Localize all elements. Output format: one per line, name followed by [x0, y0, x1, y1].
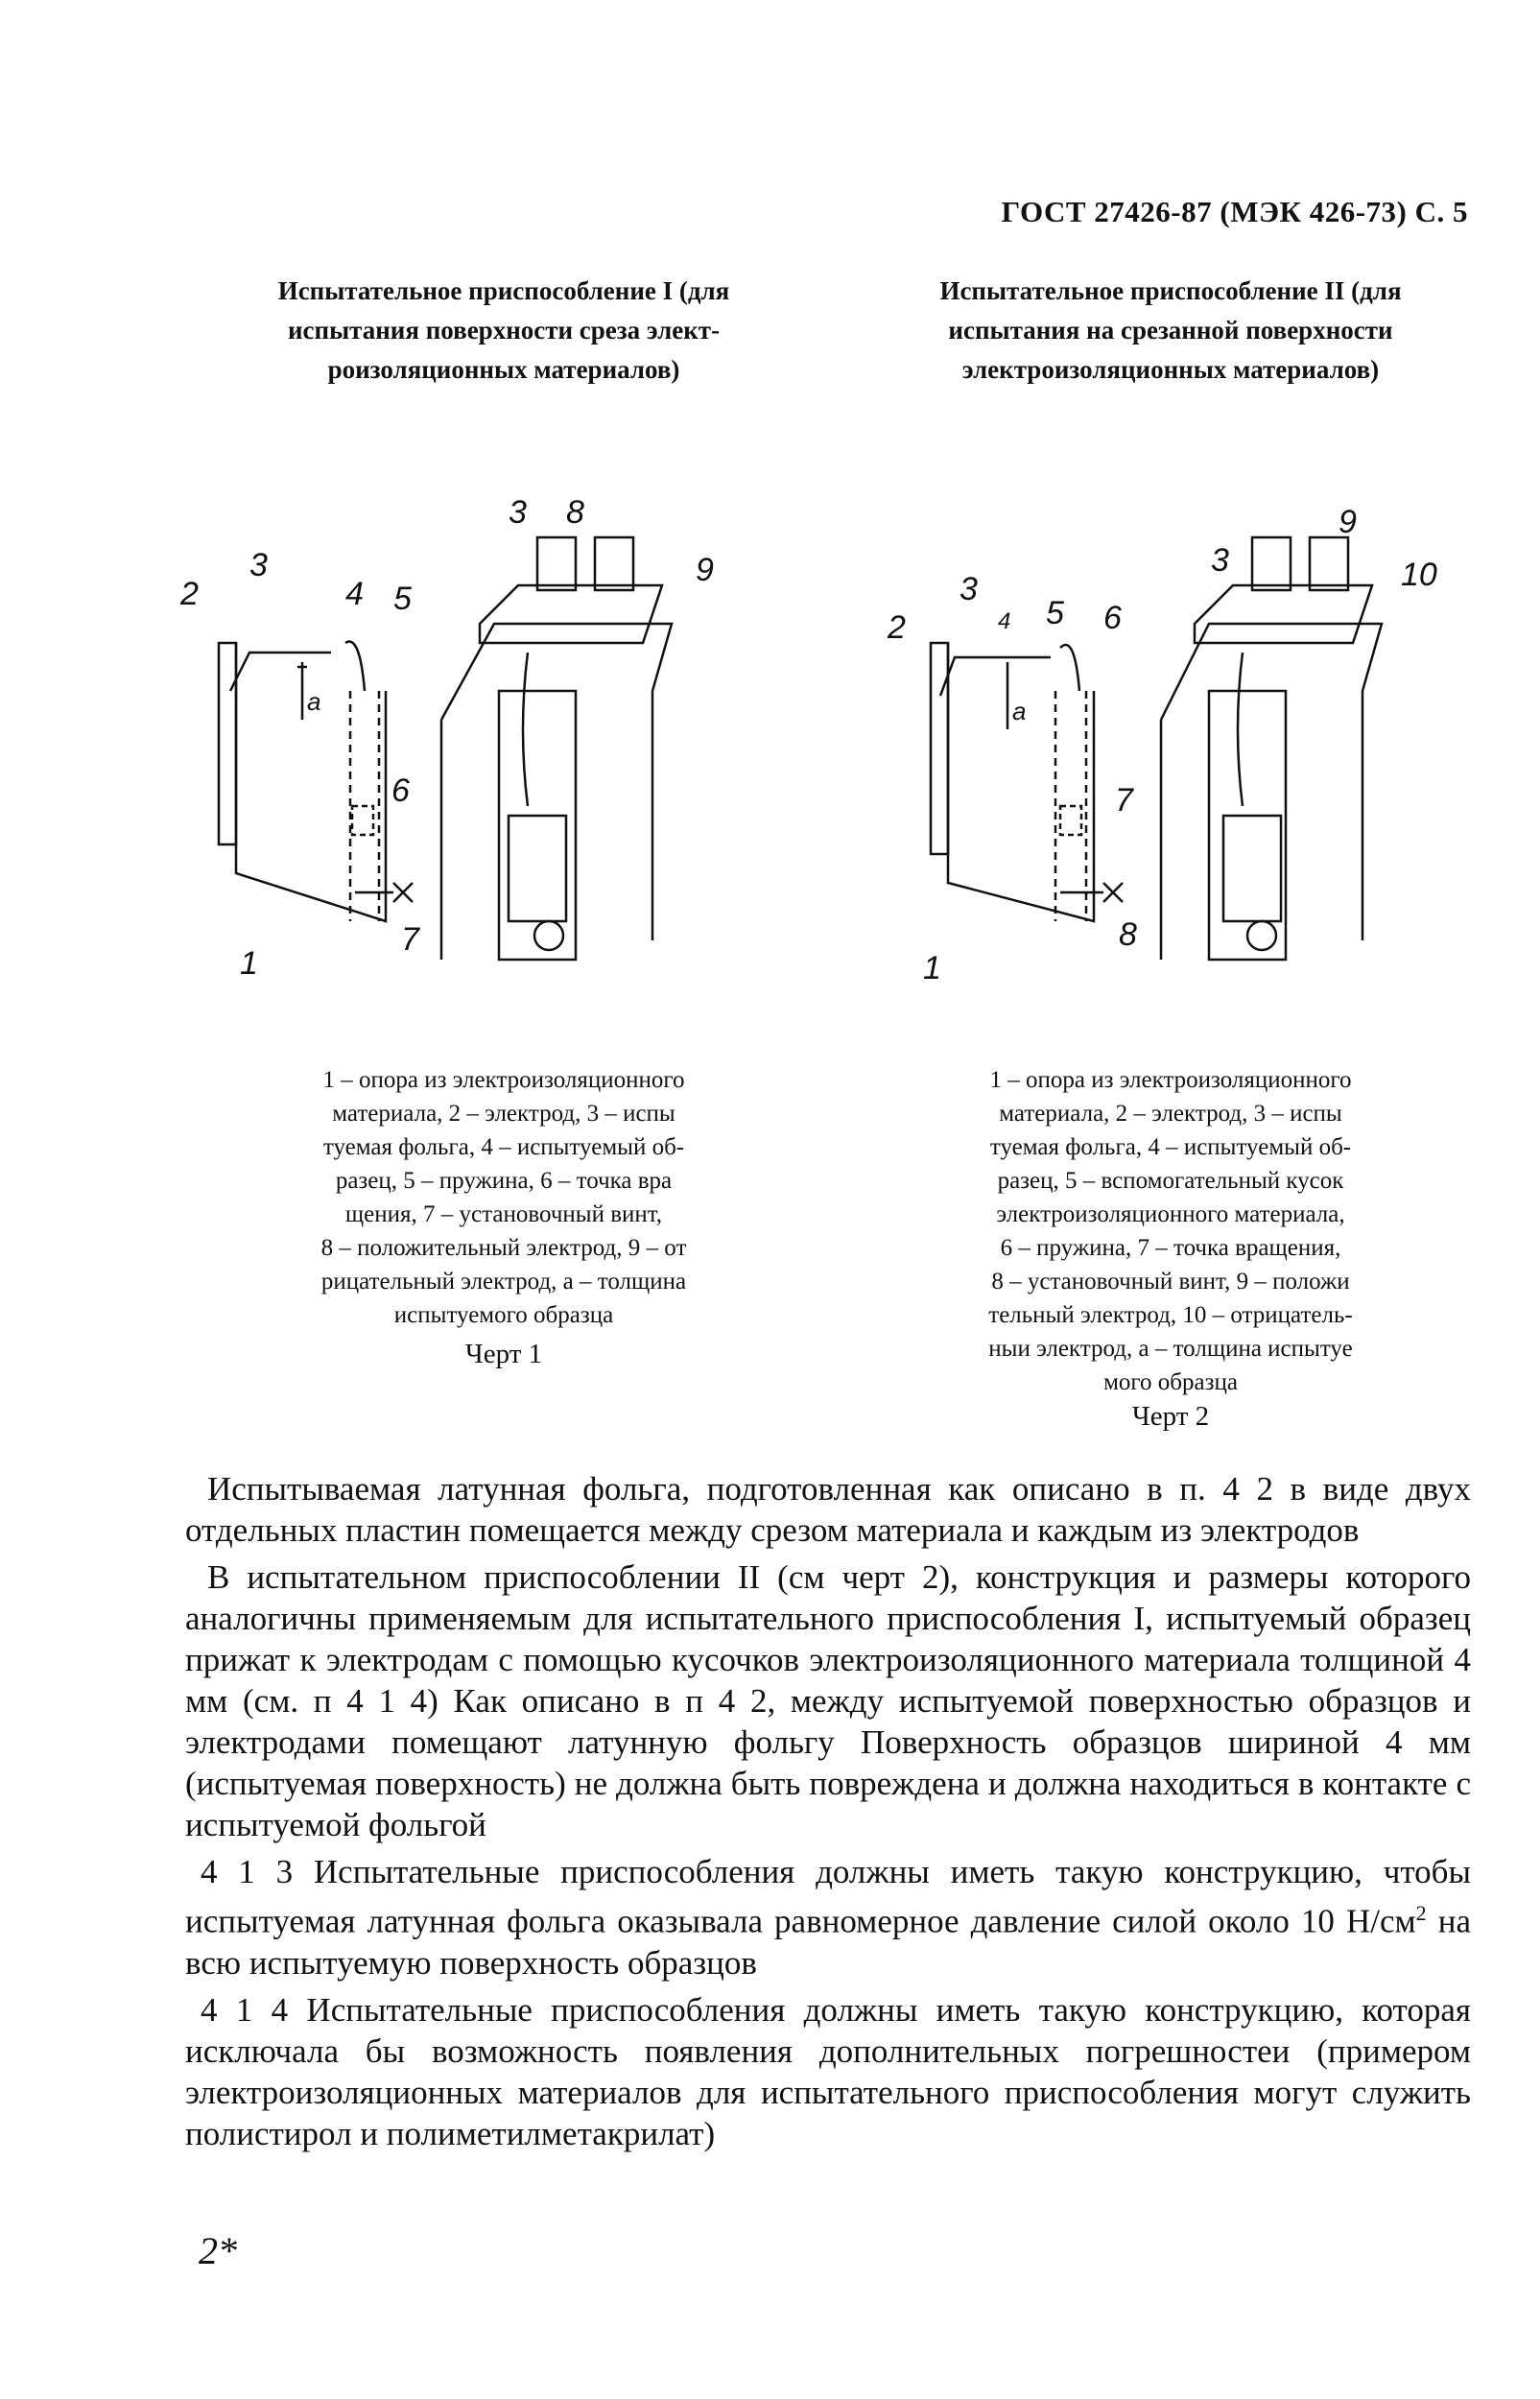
fig2-caption-line: материала, 2 – электрод, 3 – испы: [999, 1101, 1342, 1127]
fig1-title-line: роизоляционных материалов): [327, 355, 680, 384]
body-paragraph-4-1-4: 4 1 4 Испытательные приспособления должны иметь такую конструкцию, которая исключала бы возможность появления дополнительных погрешностеи (примером электроизоляционных материалов для испытательного приспособления могут служить полистирол и полиметилметакрилат): [185, 1990, 1471, 2152]
fig2-top-electrode: [1195, 585, 1372, 643]
fig1-caption-line: испытуемого образца: [393, 1302, 614, 1328]
body-paragraph-4-1-3: [185, 1851, 1471, 1983]
fig1-caption-line: щения, 7 – установочный винт,: [344, 1201, 663, 1227]
fig1-title-line: Испытательное приспособление I (для: [277, 276, 730, 305]
fig2-knob: [1247, 921, 1276, 950]
fig2-label: 7: [1115, 782, 1133, 819]
fig1-caption: [187, 1063, 820, 1332]
fig1-name: Черт 1: [464, 1339, 543, 1369]
fig1-label: 5: [393, 581, 412, 617]
fig2-right-block: [1161, 624, 1382, 940]
fig2-title-line: испытания на срезанной поверхности: [948, 316, 1393, 344]
body-paragraph: В испытательном приспособлении II (см черт 2), конструкция и размеры которого аналогичны применяемым для испытательного приспособления I, испытуемый образец прижат к электродам с помощью кусочков электроизоляционного материала толщиной 4 мм (см. п 4 1 4) Как описано в п 4 2, между испытуемой поверхностью образцов и электродами помещают латунную фольгу Поверхность образцов шириной 4 мм (испытуемая поверхность) не должна быть повреждена и должна находиться в контакте с испытуемой фольгой: [185, 1558, 1471, 1843]
fig2-electrode: [931, 643, 948, 854]
fig2-title: [854, 272, 1487, 390]
body-paragraph: Испытываемая латунная фольга, подготовленная как описано в п. 4 2 в виде двух отдельных пластин помещается между срезом материала и каждым из электродов: [185, 1470, 1471, 1549]
fig1-top-electrode: [480, 585, 662, 643]
fig1-caption-line: рицательный электрод, a – толщина: [320, 1269, 687, 1295]
fig1-label: 1: [240, 945, 258, 979]
fig1-right-block: [441, 624, 672, 940]
fig1-label: 3: [249, 547, 268, 583]
fig2-caption-line: электроизоляционного материала,: [996, 1201, 1345, 1227]
fig1-label: 3: [509, 499, 527, 531]
fig1-electrode: [219, 643, 236, 844]
fig2-negative-electrode: [1310, 537, 1348, 590]
fig1-label: 8: [566, 499, 584, 531]
fig2-foil: [940, 657, 1051, 696]
fig2-caption-line: 8 – установочный винт, 9 – положи: [991, 1269, 1350, 1295]
fig1-label: 2: [180, 576, 199, 612]
fig2-label-a: a: [1012, 697, 1027, 725]
fig1-thickness-mark: [297, 662, 307, 720]
fig2-drawing: [864, 499, 1458, 979]
fig2-label: 4: [998, 608, 1011, 634]
fig1-caption-line: разец, 5 – пружина, 6 – точка вра: [335, 1168, 673, 1194]
fig2-label: 10: [1401, 557, 1437, 593]
fig1-title: [187, 272, 820, 390]
fig2-label: 2: [888, 609, 906, 646]
fig1-spring: [345, 642, 365, 691]
fig1-caption-line: туемая фольга, 4 – испытуемый об-: [322, 1134, 685, 1160]
fig2-title-line: Испытательное приспособление II (для: [939, 276, 1402, 305]
fig2-positive-electrode: [1252, 537, 1291, 590]
fig2-caption-line: ныи электрод, a – толщина испытуе: [988, 1336, 1353, 1362]
fig2-label: 8: [1119, 916, 1137, 953]
fig1-label-a: a: [307, 687, 321, 716]
fig2-title-line: электроизоляционных материалов): [961, 355, 1380, 384]
fig2-screw: [1060, 883, 1123, 902]
fig1-caption-line: материала, 2 – электрод, 3 – испы: [332, 1101, 675, 1127]
fig2-caption-line: разец, 5 – вспомогательный кусок: [997, 1168, 1344, 1194]
fig2-label: 5: [1046, 595, 1064, 631]
fig2-caption-line: 6 – пружина, 7 – точка вращения,: [1000, 1235, 1341, 1261]
fig2-label: 3: [1211, 542, 1229, 579]
fig1-screw: [355, 883, 413, 902]
fig1-title-line: испытания поверхности среза элект-: [287, 316, 721, 344]
fig2-label: 3: [960, 571, 978, 607]
fig2-label: 1: [923, 950, 941, 979]
fig2-caption-line: 1 – опора из электроизоляционного: [989, 1067, 1352, 1093]
fig1-caption-line: 8 – положительный электрод, 9 – от: [320, 1235, 687, 1261]
signature-mark: 2*: [199, 2229, 237, 2272]
fig1-knob: [534, 921, 563, 950]
p3-text-end: на всю испытуемую поверхность образцов: [185, 1902, 1472, 1982]
fig2-support: [948, 643, 1094, 921]
fig1-foil: [230, 653, 331, 691]
fig1-label: 7: [401, 921, 419, 958]
fig1-label: 4: [345, 576, 364, 612]
fig2-caption-line: туемая фольга, 4 – испытуемый об-: [989, 1134, 1352, 1160]
p3-superscript: 2: [1415, 1901, 1427, 1925]
fig1-label: 6: [391, 772, 410, 809]
fig2-label: 6: [1103, 600, 1122, 636]
page-header: ГОСТ 27426-87 (МЭК 426-73) С. 5: [1001, 195, 1468, 228]
fig1-caption-line: 1 – опора из электроизоляционного: [322, 1067, 685, 1093]
fig2-name: Черт 2: [1131, 1401, 1210, 1432]
fig2-spring: [1060, 645, 1079, 691]
fig1-drawing: [163, 499, 758, 979]
fig1-negative-electrode: [595, 537, 633, 590]
fig1-label: 9: [696, 552, 714, 588]
fig2-label: 9: [1339, 504, 1357, 540]
fig2-caption-line: мого образца: [1103, 1369, 1238, 1395]
fig2-caption: [854, 1063, 1487, 1399]
p3-text: 4 1 3 Испытательные приспособления должны иметь такую конструкцию, чтобы испытуемая латунная фольга оказывала равномерное давление силой около 10 Н/см: [185, 1853, 1471, 1940]
fig2-caption-line: тельный электрод, 10 – отрицатель-: [988, 1302, 1353, 1328]
fig1-positive-electrode: [537, 537, 576, 590]
body-text: [185, 1468, 1471, 2154]
